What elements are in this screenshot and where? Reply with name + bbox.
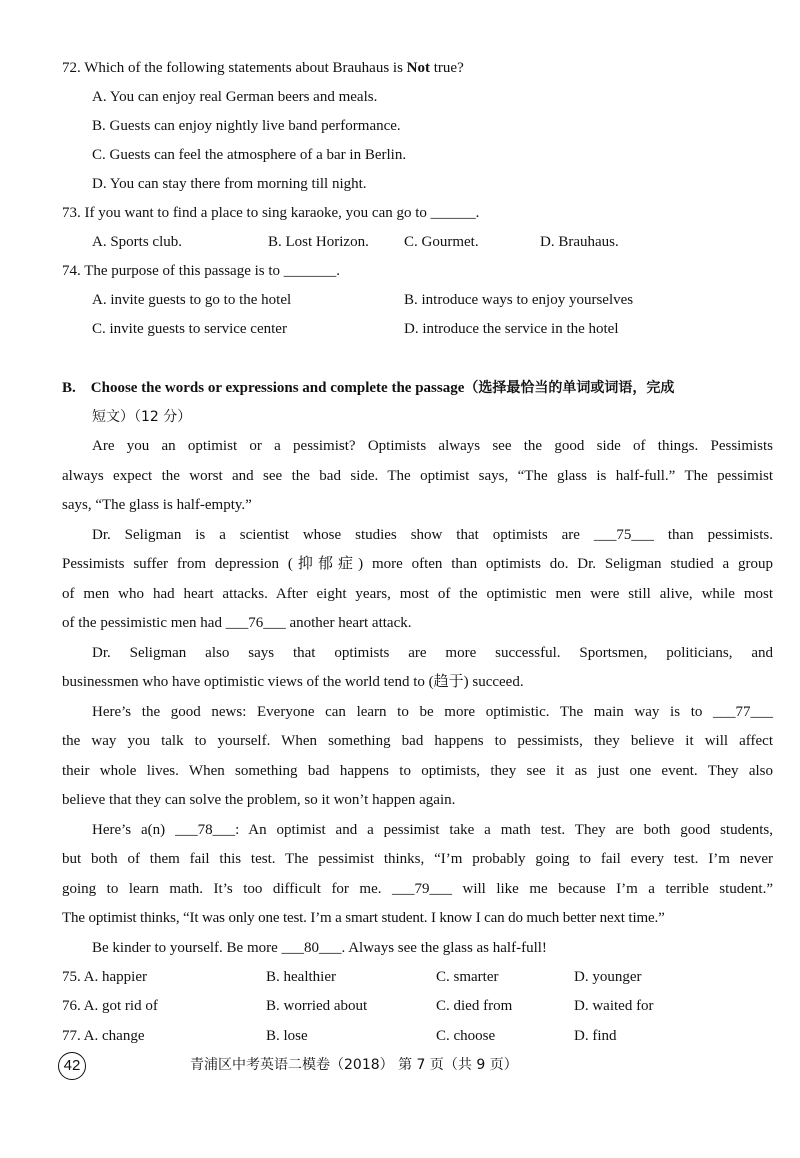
section-b-heading bbox=[62, 378, 674, 398]
question-74-stem: 74. The purpose of this passage is to _______. bbox=[62, 263, 341, 279]
q72-option-a: A. You can enjoy real German beers and meals. bbox=[92, 89, 378, 105]
question-text-end: true? bbox=[430, 60, 464, 76]
q73-option-d: D. Brauhaus. bbox=[540, 234, 619, 250]
section-title-cn-continued: 短文）（12 分） bbox=[92, 409, 192, 425]
q73-option-c: C. Gourmet. bbox=[404, 234, 479, 250]
q73-option-a: A. Sports club. bbox=[92, 234, 182, 250]
q76-option-b: B. worried about bbox=[266, 998, 368, 1014]
q74-option-b: B. introduce ways to enjoy yourselves bbox=[404, 292, 634, 308]
q74-option-d: D. introduce the service in the hotel bbox=[404, 321, 619, 337]
passage-p6-line1 bbox=[92, 938, 547, 958]
q76-option-d: D. waited for bbox=[574, 998, 654, 1014]
blank-79: ___79___ bbox=[392, 881, 453, 897]
q73-option-b: B. Lost Horizon. bbox=[268, 234, 369, 250]
passage-p2-line1 bbox=[62, 525, 773, 545]
question-text: Which of the following statements about Brauhaus is bbox=[84, 60, 407, 76]
blank-80: ___80___ bbox=[281, 940, 342, 956]
passage-p5-line2: but both of them fail this test. The pessimist thinks, “I’m probably going to fail every test. I’m never bbox=[62, 851, 773, 867]
blank-76: ___76___ bbox=[225, 615, 286, 631]
text: going to learn math. It’s too difficult for me. bbox=[62, 881, 393, 897]
passage-p1-line2: always expect the worst and see the bad side. The optimist says, “The glass is half-full.” The pessimist bbox=[62, 468, 773, 484]
q76-option-c: C. died from bbox=[436, 998, 513, 1014]
q75-option-c: C. smarter bbox=[436, 969, 499, 985]
passage-p4-line3: their whole lives. When something bad happens to optimists, they see it as just one event. They also bbox=[62, 763, 773, 779]
passage-p3-line2: businessmen who have optimistic views of the world tend to (趋于) succeed. bbox=[62, 674, 524, 690]
emphasis-not: Not bbox=[406, 60, 430, 76]
q77-option-c: C. choose bbox=[436, 1028, 496, 1044]
text: Be kinder to yourself. Be more bbox=[92, 940, 282, 956]
q72-option-c: C. Guests can feel the atmosphere of a bar in Berlin. bbox=[92, 147, 407, 163]
q72-option-b: B. Guests can enjoy nightly live band performance. bbox=[92, 118, 401, 134]
q75-option-d: D. younger bbox=[574, 969, 642, 985]
page-footer: 青浦区中考英语二模卷（2018） 第 7 页（共 9 页） bbox=[190, 1057, 518, 1073]
text: : An optimist and a pessimist take a math test. They are both good students, bbox=[235, 822, 774, 838]
text: Here’s the good news: Everyone can learn to be more optimistic. The main way is to bbox=[92, 704, 713, 720]
question-number: 72. bbox=[62, 60, 81, 76]
text: another heart attack. bbox=[285, 615, 412, 631]
text: . Always see the glass as half-full! bbox=[341, 940, 547, 956]
q77-option-b: B. lose bbox=[266, 1028, 308, 1044]
blank-77: ___77___ bbox=[713, 704, 773, 720]
section-letter: B. bbox=[62, 380, 76, 396]
passage-p4-line4: believe that they can solve the problem, so it won’t happen again. bbox=[62, 792, 456, 808]
passage-p4-line2: the way you talk to yourself. When something bad happens to pessimists, they believe it will affect bbox=[62, 733, 773, 749]
q76-option-a: 76. A. got rid of bbox=[62, 998, 158, 1014]
question-73-stem: 73. If you want to find a place to sing karaoke, you can go to ______. bbox=[62, 205, 480, 221]
text: Here’s a(n) bbox=[92, 822, 176, 838]
page-badge: 42 bbox=[58, 1052, 86, 1080]
text: than pessimists. bbox=[653, 527, 773, 543]
blank-75: ___75___ bbox=[593, 527, 654, 543]
passage-p5-line1 bbox=[62, 820, 773, 840]
passage-p3-line1: Dr. Seligman also says that optimists are more successful. Sportsmen, politicians, and bbox=[92, 645, 773, 661]
question-72-stem bbox=[62, 58, 464, 78]
passage-p2-line2: Pessimists suffer from depression (抑郁症) more often than optimists do. Dr. Seligman studied a group bbox=[62, 556, 773, 572]
section-title: Choose the words or expressions and complete the passage bbox=[90, 380, 465, 396]
section-title-cn: （选择最恰当的单词或词语，完成 bbox=[464, 380, 675, 396]
q74-option-a: A. invite guests to go to the hotel bbox=[92, 292, 292, 308]
q77-option-d: D. find bbox=[574, 1028, 617, 1044]
text: will like me because I’m a terrible student.” bbox=[452, 881, 773, 897]
text: of the pessimistic men had bbox=[62, 615, 226, 631]
passage-p4-line1 bbox=[62, 702, 773, 722]
passage-p2-line4 bbox=[62, 613, 411, 633]
text: Dr. Seligman is a scientist whose studies show that optimists are bbox=[92, 527, 594, 543]
q75-option-b: B. healthier bbox=[266, 969, 336, 985]
passage-p1-line1: Are you an optimist or a pessimist? Optimists always see the good side of things. Pessimists bbox=[92, 438, 773, 454]
blank-78: ___78___ bbox=[175, 822, 236, 838]
passage-p5-line4: The optimist thinks, “It was only one test. I’m a smart student. I know I can do much better next time.” bbox=[62, 910, 665, 926]
q74-option-c: C. invite guests to service center bbox=[92, 321, 287, 337]
q77-option-a: 77. A. change bbox=[62, 1028, 145, 1044]
passage-p2-line3: of men who had heart attacks. After eight years, most of the optimistic men were still alive, while most bbox=[62, 586, 773, 602]
q75-option-a: 75. A. happier bbox=[62, 969, 147, 985]
passage-p1-line3: says, “The glass is half-empty.” bbox=[62, 497, 252, 513]
q72-option-d: D. You can stay there from morning till night. bbox=[92, 176, 367, 192]
passage-p5-line3 bbox=[62, 879, 773, 899]
